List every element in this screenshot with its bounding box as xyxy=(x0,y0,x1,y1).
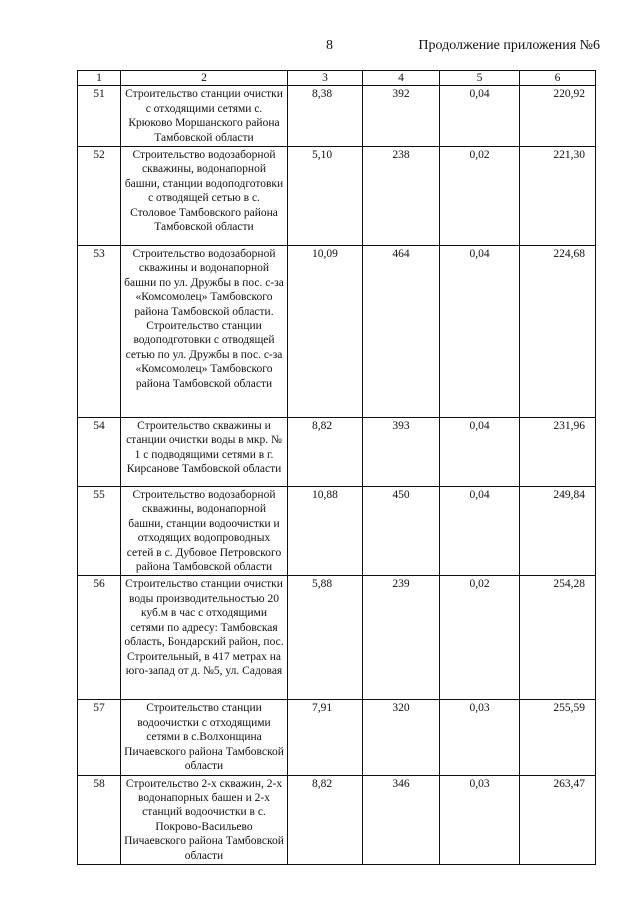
cell-col-5: 0,02 xyxy=(440,576,520,700)
cell-col-3: 5,10 xyxy=(288,147,363,246)
cell-col-3: 10,88 xyxy=(288,487,363,576)
cell-col-6: 231,96 xyxy=(520,418,596,487)
cell-col-4: 393 xyxy=(363,418,440,487)
row-number: 55 xyxy=(78,487,121,576)
table-row xyxy=(78,700,596,775)
cell-col-5: 0,04 xyxy=(440,418,520,487)
row-number: 52 xyxy=(78,147,121,246)
cell-col-5: 0,04 xyxy=(440,86,520,147)
cell-col-4: 464 xyxy=(363,246,440,418)
table-row xyxy=(78,147,596,246)
row-number: 53 xyxy=(78,246,121,418)
row-description: Строительство станции водоочистки с отходящими сетями в с.Волхонщина Пичаевского района Тамбовской области xyxy=(121,700,288,775)
row-number: 56 xyxy=(78,576,121,700)
cell-col-5: 0,02 xyxy=(440,147,520,246)
cell-col-3: 5,88 xyxy=(288,576,363,700)
row-description: Строительство водозаборной скважины, водонапорной башни, станции водоочистки и отходящих водопроводных сетей в с. Дубовое Петровского района Тамбовской области xyxy=(121,487,288,576)
cell-col-6: 220,92 xyxy=(520,86,596,147)
cell-col-6: 255,59 xyxy=(520,700,596,775)
cell-col-3: 8,38 xyxy=(288,86,363,147)
column-header: 2 xyxy=(121,71,288,86)
cell-col-6: 221,30 xyxy=(520,147,596,246)
table-row xyxy=(78,487,596,576)
row-number: 57 xyxy=(78,700,121,775)
cell-col-4: 238 xyxy=(363,147,440,246)
cell-col-6: 224,68 xyxy=(520,246,596,418)
cell-col-4: 450 xyxy=(363,487,440,576)
cell-col-4: 392 xyxy=(363,86,440,147)
row-description: Строительство станции очистки воды производительностью 20 куб.м в час с отходящими сетями по адресу: Тамбовская область, Бондарский район, пос. Строительный, в 417 метрах на юго-запад от д. №5, ул. Садовая xyxy=(121,576,288,700)
column-header: 5 xyxy=(440,71,520,86)
table-row xyxy=(78,86,596,147)
column-header: 3 xyxy=(288,71,363,86)
table-header-row xyxy=(78,71,596,86)
row-description: Строительство водозаборной скважины и водонапорной башни по ул. Дружбы в пос. с-за «Комсомолец» Тамбовского района Тамбовской области. Строительство станции водоподготовки с отводящей сетью по ул. Дружбы в пос. с-за «Комсомолец» Тамбовского района Тамбовской области xyxy=(121,246,288,418)
row-description: Строительство станции очистки с отходящими сетями с. Крюково Моршанского района Тамбовской области xyxy=(121,86,288,147)
cell-col-6: 263,47 xyxy=(520,775,596,864)
cell-col-5: 0,04 xyxy=(440,246,520,418)
table-row xyxy=(78,775,596,864)
cell-col-6: 254,28 xyxy=(520,576,596,700)
cell-col-3: 8,82 xyxy=(288,775,363,864)
cell-col-3: 7,91 xyxy=(288,700,363,775)
row-number: 51 xyxy=(78,86,121,147)
row-description: Строительство 2-х скважин, 2-х водонапорных башен и 2-х станций водоочистки в с. Покрово-Васильево Пичаевского района Тамбовской области xyxy=(121,775,288,864)
cell-col-5: 0,03 xyxy=(440,700,520,775)
cell-col-4: 239 xyxy=(363,576,440,700)
row-description: Строительство скважины и станции очистки воды в мкр. № 1 с подводящими сетями в г. Кирсанове Тамбовской области xyxy=(121,418,288,487)
row-number: 58 xyxy=(78,775,121,864)
data-table xyxy=(77,70,596,865)
cell-col-5: 0,04 xyxy=(440,487,520,576)
column-header: 1 xyxy=(78,71,121,86)
cell-col-5: 0,03 xyxy=(440,775,520,864)
row-description: Строительство водозаборной скважины, водонапорной башни, станции водоподготовки с отводящей сетью в с. Столовое Тамбовского района Тамбовской области xyxy=(121,147,288,246)
page-number: 8 xyxy=(326,38,333,53)
column-header: 6 xyxy=(520,71,596,86)
table-row xyxy=(78,576,596,700)
cell-col-3: 8,82 xyxy=(288,418,363,487)
appendix-title: Продолжение приложения №6 xyxy=(418,38,600,53)
row-number: 54 xyxy=(78,418,121,487)
cell-col-6: 249,84 xyxy=(520,487,596,576)
cell-col-4: 320 xyxy=(363,700,440,775)
table-row xyxy=(78,418,596,487)
cell-col-3: 10,09 xyxy=(288,246,363,418)
column-header: 4 xyxy=(363,71,440,86)
cell-col-4: 346 xyxy=(363,775,440,864)
table-row xyxy=(78,246,596,418)
